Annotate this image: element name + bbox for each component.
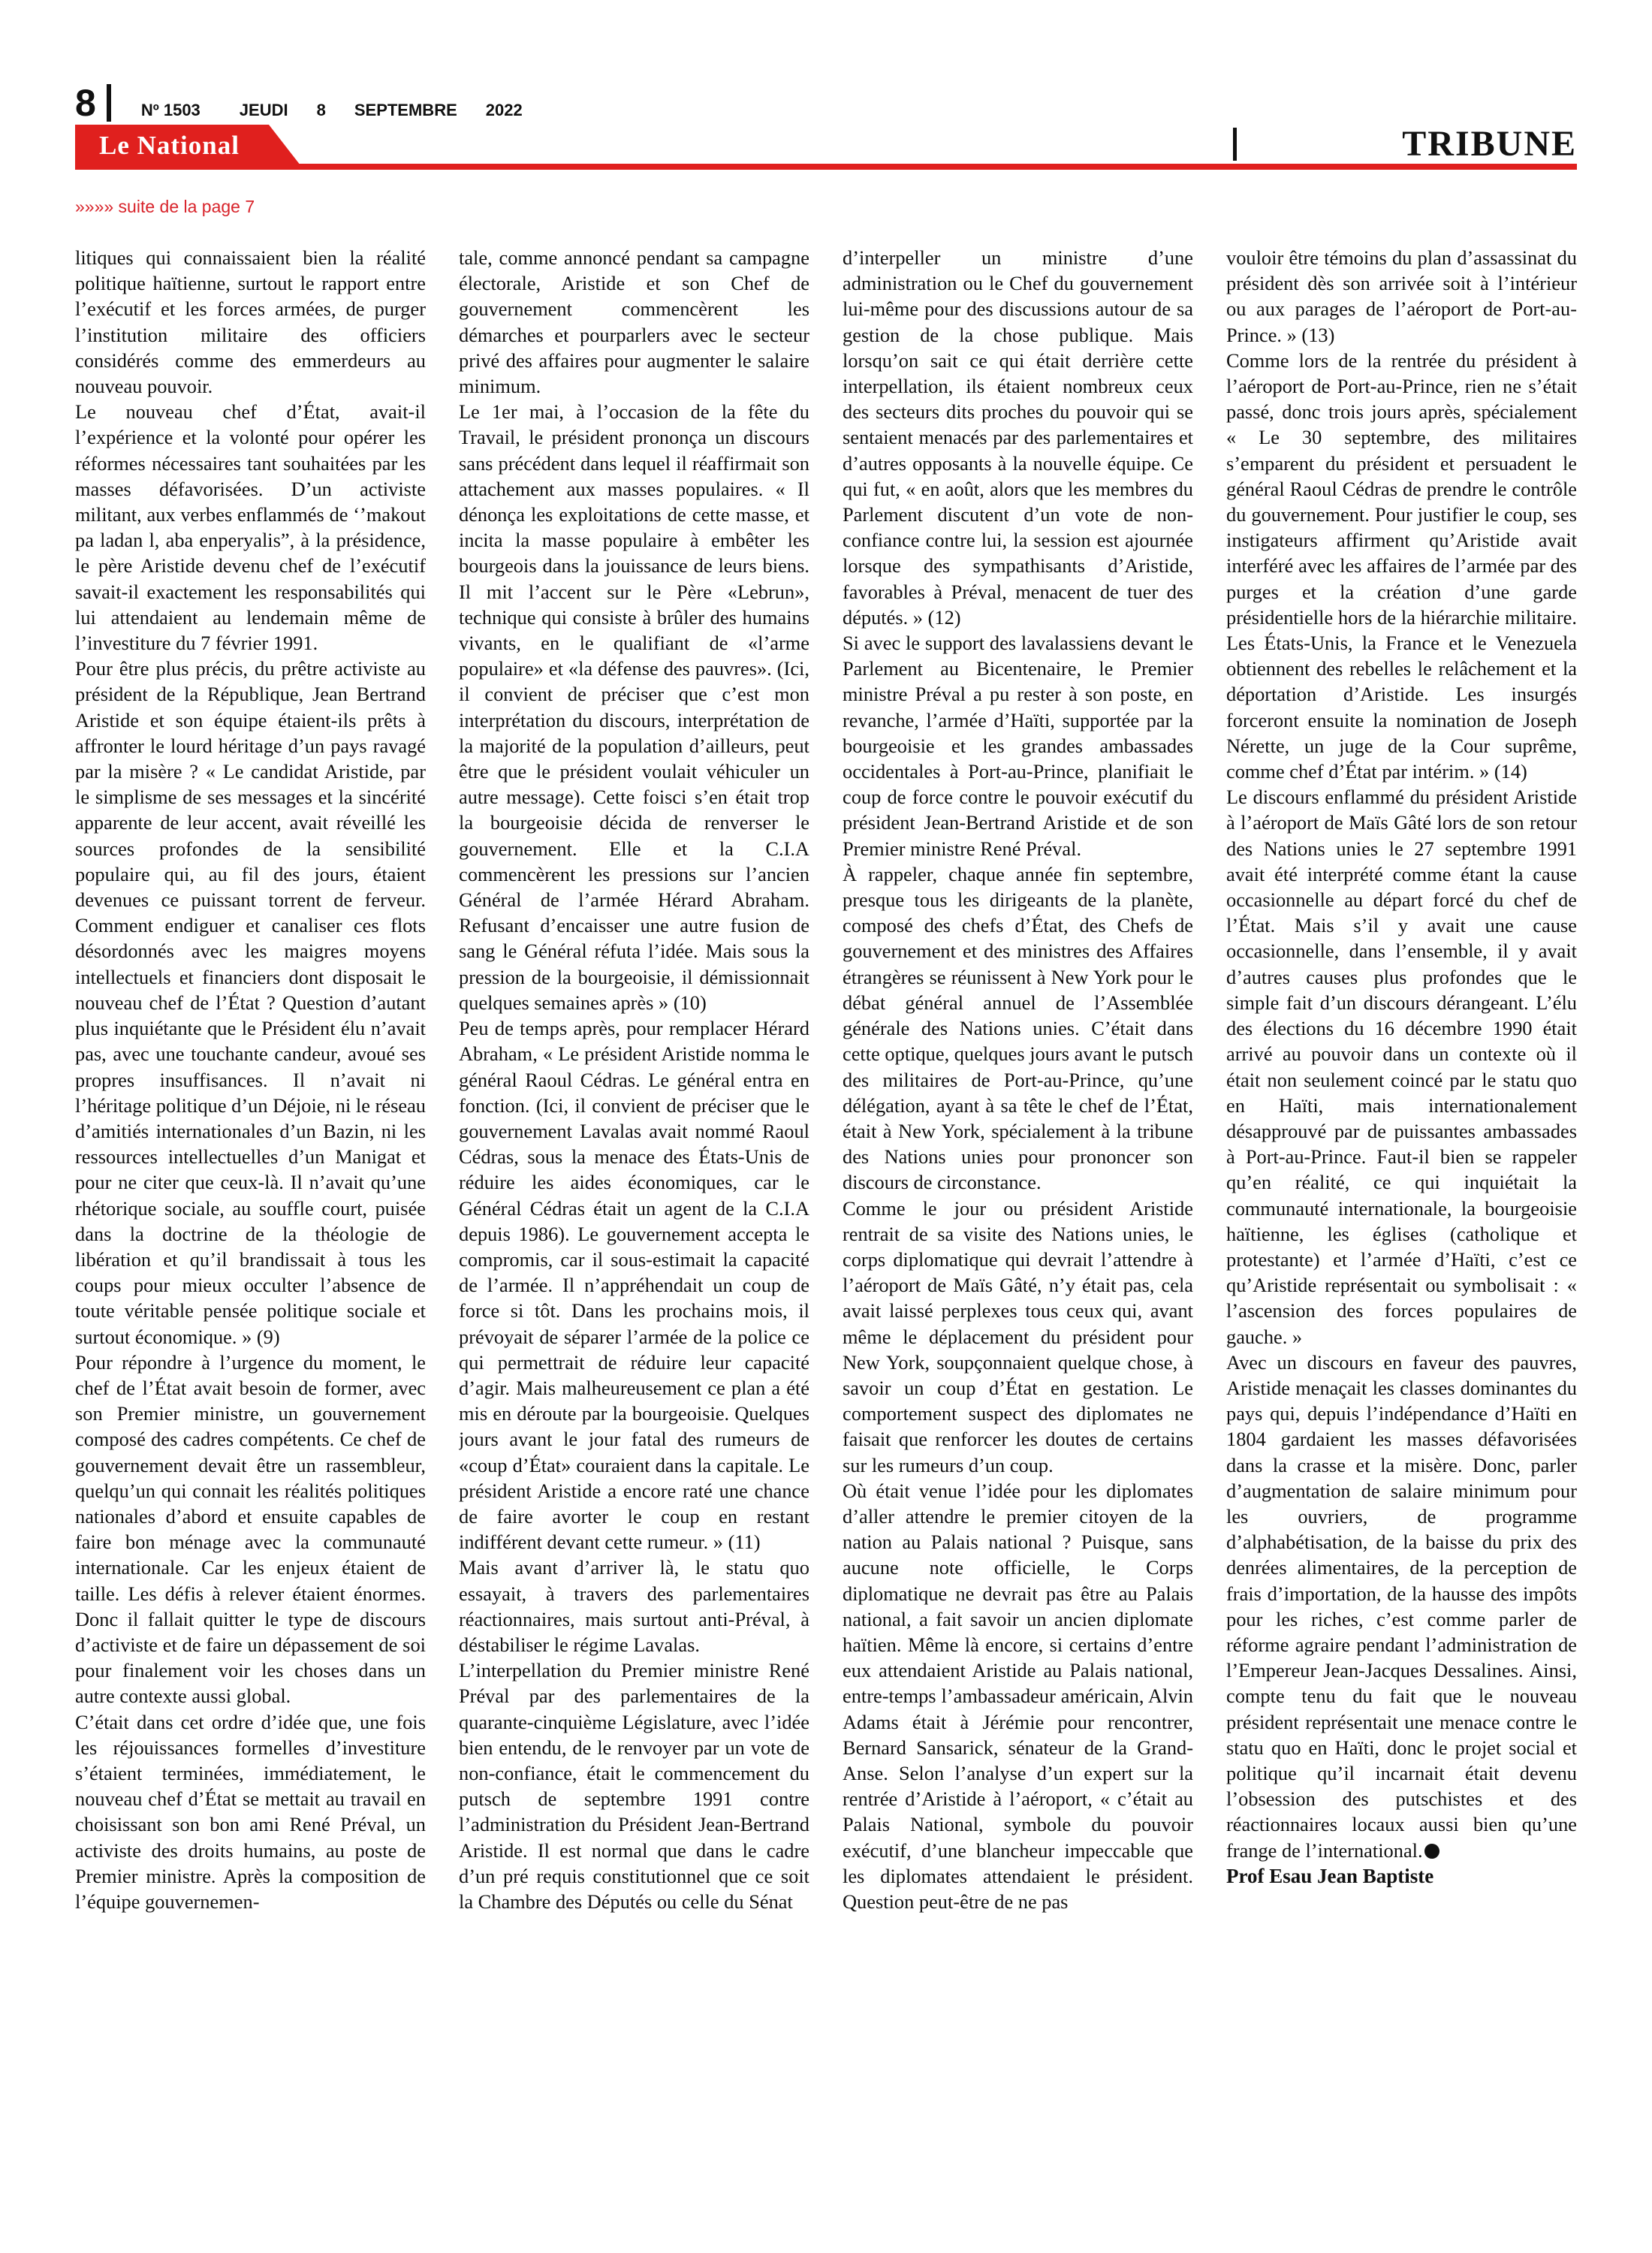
page-header xyxy=(75,84,551,122)
paragraph-last xyxy=(1226,1350,1577,1863)
article-body xyxy=(75,245,1578,2197)
paragraph: À rappeler, chaque année fin septembre, presque tous les dirigeants de la planète, composé des chefs d’État, des Chefs de gouvernement et des ministres des Affaires étrangères se réunissent à New York pour le débat général annuel de l’Assemblée générale des Nations unies. C’était dans cette optique, quelques jours avant le putsch des militaires de Port-au-Prince, qu’une délégation, ayant à sa tête le chef de l’État, était à New York, spécialement à la tribune des Nations unies pour prononcer son discours de circonstance. xyxy=(843,862,1193,1194)
section-title: TRIBUNE xyxy=(1402,124,1577,164)
issue-month: SEPTEMBRE xyxy=(354,101,457,119)
paragraph: Peu de temps après, pour remplacer Hérard Abraham, « Le président Aristide nomma le général Raoul Cédras. Le général entra en fonction. (Ici, il convient de préciser que le gouvernement Lavalas avait nommé Raoul Cédras, sous la menace des États-Unis de réduire les aides économiques, car le Général Cédras était un agent de la C.I.A depuis 1986). Le gouvernement accepta le compromis, car il sous-estimait la capacité de l’armée. Il n’appréhendait un coup de force si tôt. Dans les prochains mois, il prévoyait de séparer l’armée de la police ce qui permettrait de réduire leur capacité d’agir. Mais malheureusement ce plan a été mis en déroute par la bourgeoisie. Quelques jours avant le jour fatal des rumeurs de «coup d’État» couraient dans la capitale. Le président Aristide a encore raté une chance de faire avorter le coup en restant indifférent devant cette rumeur. » (11) xyxy=(459,1017,809,1554)
issue-day-number: 8 xyxy=(316,101,326,119)
issue-day: JEUDI xyxy=(239,101,288,119)
article-column-1 xyxy=(75,245,426,2197)
header-divider xyxy=(107,84,111,122)
paragraph: Comme le jour ou président Aristide rentrait de sa visite des Nations unies, le corps diplomatique qui devrait l’attendre à l’aéroport de Maïs Gâté, n’y était pas, cela avait laissé perplexes tous ceux qui, avant même le déplacement du président pour New York, soupçonnaient quelque chose, à savoir un coup d’État en gestation. Le comportement suspect des diplomates ne faisait que renforcer les doutes de certains sur les rumeurs d’un coup. xyxy=(843,1196,1193,1476)
end-of-article-icon xyxy=(1424,1844,1439,1859)
author-signature: Prof Esau Jean Baptiste xyxy=(1226,1864,1434,1887)
article-column-4 xyxy=(1226,245,1577,2197)
continued-from: »»»» suite de la page 7 xyxy=(75,197,255,216)
paragraph: Mais avant d’arriver là, le statu quo essayait, à travers des parlementaires réactionnaires, mais surtout anti-Préval, à déstabiliser le régime Lavalas. xyxy=(459,1556,809,1656)
issue-number: Nº 1503 xyxy=(140,101,200,119)
paragraph: Le 1er mai, à l’occasion de la fête du Travail, le président prononça un discours sans précédent dans lequel il réaffirmait son attachement aux masses populaires. « Il dénonça les exploitations de cette masse, et incita la masse populaire à embêter les bourgeois dans la jouissance de leurs biens. Il mit l’accent sur le Père «Lebrun», technique qui consiste à brûler des humains vivants, en le qualifiant de «l’arme populaire» et «la défense des pauvres». (Ici, il convient de préciser que c’est mon interprétation du discours, interprétation de la majorité de la population d’ailleurs, peut être que le président voulait véhiculer un autre message). Cette foisci s’en était trop la bourgeoisie décida de renverser le gouvernement. Elle et la C.I.A commencèrent les pressions sur l’ancien Général de l’armée Hérard Abraham. Refusant d’encaisser une autre fusion de sang le Général réfuta l’idée. Mais sous la pression de la bourgeoisie, il démissionnait quelques semaines après » (10) xyxy=(459,400,809,1014)
article-column-2 xyxy=(459,245,809,2197)
paragraph: Si avec le support des lavalassiens devant le Parlement au Bicentenaire, le Premier ministre Préval a pu rester à son poste, en revanche, l’armée d’Haïti, supportée par la bourgeoisie et les grandes ambassades occidentales à Port-au-Prince, planifiait le coup de force contre le pouvoir exécutif du président Jean-Bertrand Aristide et de son Premier ministre René Préval. xyxy=(843,632,1193,860)
masthead-banner xyxy=(75,125,1577,170)
article-column-3 xyxy=(843,245,1193,2197)
paragraph: C’était dans cet ordre d’idée que, une fois les réjouissances formelles d’investiture s’étaient terminées, immédiatement, le nouveau chef d’État se mettait au travail en choisissant son bon ami René Préval, un activiste des droits humains, au poste de Premier ministre. Après la composition de l’équipe gouvernemen- xyxy=(75,1710,426,1913)
paragraph: Le discours enflammé du président Aristide à l’aéroport de Maïs Gâté lors de son retour des Nations unies le 27 septembre 1991 avait été interprété comme étant la cause occasionnelle au départ forcé du chef de l’État. Mais s’il y avait une cause occasionnelle, dans l’ensemble, il y avait d’autres causes plus profondes que le simple fait d’un discours dérangeant. L’élu des élections du 16 décembre 1990 était arrivé au pouvoir dans un contexte où il était non seulement coincé par le statu quo en Haïti, mais internationalement désapprouvé par de puissantes ambassades à Port-au-Prince. Faut-il bien se rappeler qu’en réalité, ce qui inquiétait la communauté internationale, la bourgeoisie haïtienne, les églises (catholique et protestante) et l’armée d’Haïti, c’est ce qu’Aristide représentait ou symbolisait : « l’ascension des forces populaires de gauche. » xyxy=(1226,786,1577,1348)
paragraph: d’interpeller un ministre d’une administration ou le Chef du gouvernement lui-même pour des discussions autour de sa gestion de la chose publique. Mais lorsqu’on sait ce qui était derrière cette interpellation, ils étaient nombreux ceux des secteurs dits proches du pouvoir qui se sentaient menacés par des parlementaires et d’autres opposants à la nouvelle équipe. Ce qui fut, « en août, alors que les membres du Parlement discutent d’un vote de non-confiance contre lui, la session est ajournée lorsque des sympathisants d’Aristide, favorables à Préval, menacent de tuer des députés. » (12) xyxy=(843,246,1193,629)
paragraph: Où était venue l’idée pour les diplomates d’aller attendre le premier citoyen de la nation au Palais national ? Puisque, sans aucune note officielle, le Corps diplomatique ne devrait pas être au Palais national, a fait savoir un ancien diplomate haïtien. Même là encore, si certains d’entre eux attendaient Aristide au Palais national, entre-temps l’ambassadeur américain, Alvin Adams était à Jérémie pour rencontrer, Bernard Sansarick, sénateur de la Grand-Anse. Selon l’analyse d’un expert sur la rentrée d’Aristide à l’aéroport, « c’était au Palais National, symbole du pouvoir exécutif, d’une blancheur impeccable que les diplomates attendaient le président. Question peut-être de ne pas xyxy=(843,1479,1193,1913)
paragraph: L’interpellation du Premier ministre René Préval par des parlementaires de la quarante-cinquième Législature, avec l’idée bien entendu, de le renvoyer par un vote de non-confiance, était le commencement du putsch de septembre 1991 contre l’administration du Président Jean-Bertrand Aristide. Il est normal que dans le cadre d’un pré requis constitutionnel que ce soit la Chambre des Députés ou celle du Sénat xyxy=(459,1659,809,1913)
paragraph: Le nouveau chef d’État, avait-il l’expérience et la volonté pour opérer les réformes nécessaires tant souhaitées par les masses défavorisées. D’un activiste militant, aux verbes enflammés de ‘’makout pa ladan l, aba enperyalis”, à la présidence, le père Aristide devenu chef de l’exécutif savait-il exactement les responsabilités qui lui attendaient au lendemain même de l’investiture du 7 février 1991. xyxy=(75,400,426,655)
paragraph: vouloir être témoins du plan d’assassinat du président dès son arrivée soit à l’intérieur ou aux parages de l’aéroport de Port-au-Prince. » (13) xyxy=(1226,246,1577,346)
page-number: 8 xyxy=(75,82,96,124)
paragraph: Pour être plus précis, du prêtre activiste au président de la République, Jean Bertrand Aristide et son équipe étaient-ils prêts à affronter le lourd héritage d’un pays ravagé par la misère ? « Le candidat Aristide, par le simplisme de ses messages et la sincérité apparente de leur accent, avait réveillé les sources profondes de la sensibilité populaire qui, au fil des jours, étaient devenues ce puissant torrent de ferveur. Comment endiguer et canaliser ces flots désordonnés avec les maigres moyens intellectuels et financiers dont disposait le nouveau chef de l’État ? Question d’autant plus inquiétante que le Président élu n’avait pas, avec une touchante candeur, avoué ses propres insuffisances. Il n’avait ni l’héritage politique d’un Déjoie, ni le réseau d’amitiés internationales d’un Bazin, ni les ressources intellectuelles d’un Manigat et pour ne citer que ceux-là. Il n’avait qu’une rhétorique sociale, au souffle court, puisée dans la doctrine de la théologie de libération et qu’il brandissait à tous les coups pour mieux occulter l’absence de toute véritable pensée politique sociale et surtout économique. » (9) xyxy=(75,657,426,1348)
paragraph: tale, comme annoncé pendant sa campagne électorale, Aristide et son Chef de gouvernement commencèrent les démarches et pourparlers avec le secteur privé des affaires pour augmenter le salaire minimum. xyxy=(459,246,809,398)
paragraph: Pour répondre à l’urgence du moment, le chef de l’État avait besoin de former, avec son Premier ministre, un gouvernement composé des cadres compétents. Ce chef de gouvernement devait être un rassembleur, quelqu’un qui connait les réalités politiques nationales d’abord et ensuite capables de faire bon ménage avec la communauté internationale. Car les enjeux étaient de taille. Les défis à relever étaient énormes. Donc il fallait quitter le type de discours d’activiste et de faire un dépassement de soi pour finalement voir les choses dans un autre contexte aussi global. xyxy=(75,1350,426,1708)
paragraph: litiques qui connaissaient bien la réalité politique haïtienne, surtout le rapport entre l’exécutif et les forces armées, de purger l’institution militaire des officiers considérés comme des emmerdeurs au nouveau pouvoir. xyxy=(75,246,426,398)
banner-rule xyxy=(75,164,1577,170)
section-divider xyxy=(1233,128,1237,161)
paragraph: Comme lors de la rentrée du président à l’aéroport de Port-au-Prince, rien ne s’était passé, donc trois jours après, spécialement « Le 30 septembre, des militaires s’emparent du président et persuadent le général Raoul Cédras de prendre le contrôle du gouvernement. Pour justifier le coup, ses instigateurs affirment qu’Aristide avait interféré avec les affaires de l’armée par des purges et la création d’une garde présidentielle hors de la hiérarchie militaire. Les États-Unis, la France et le Venezuela obtiennent des rebelles le relâchement et la déportation d’Aristide. Les insurgés forceront ensuite la nomination de Joseph Nérette, un juge de la Cour suprême, comme chef d’État par intérim. » (14) xyxy=(1226,348,1577,783)
paragraph-text: Avec un discours en faveur des pauvres, Aristide menaçait les classes dominantes du pays qui, depuis l’indépendance d’Haïti en 1804 gardaient les masses défavorisées dans la crasse et la misère. Donc, parler d’augmentation de salaire minimum pour les ouvriers, de programme d’alphabétisation, de la baisse du prix des denrées alimentaires, de la perception de frais d’importation, de la hausse des impôts pour les riches, c’est comme parler de réforme agraire pendant l’administration de l’Empereur Jean-Jacques Dessalines. Ainsi, compte tenu du fait que le nouveau président représentait une menace contre le statu quo en Haïti, donc le projet social et politique qu’il incarnait était devenu l’obsession des putschistes et des réactionnaires locaux aussi bien qu’une frange de l’international. xyxy=(1226,1350,1577,1862)
issue-year: 2022 xyxy=(485,101,523,119)
brand-logo: Le National xyxy=(99,131,240,160)
